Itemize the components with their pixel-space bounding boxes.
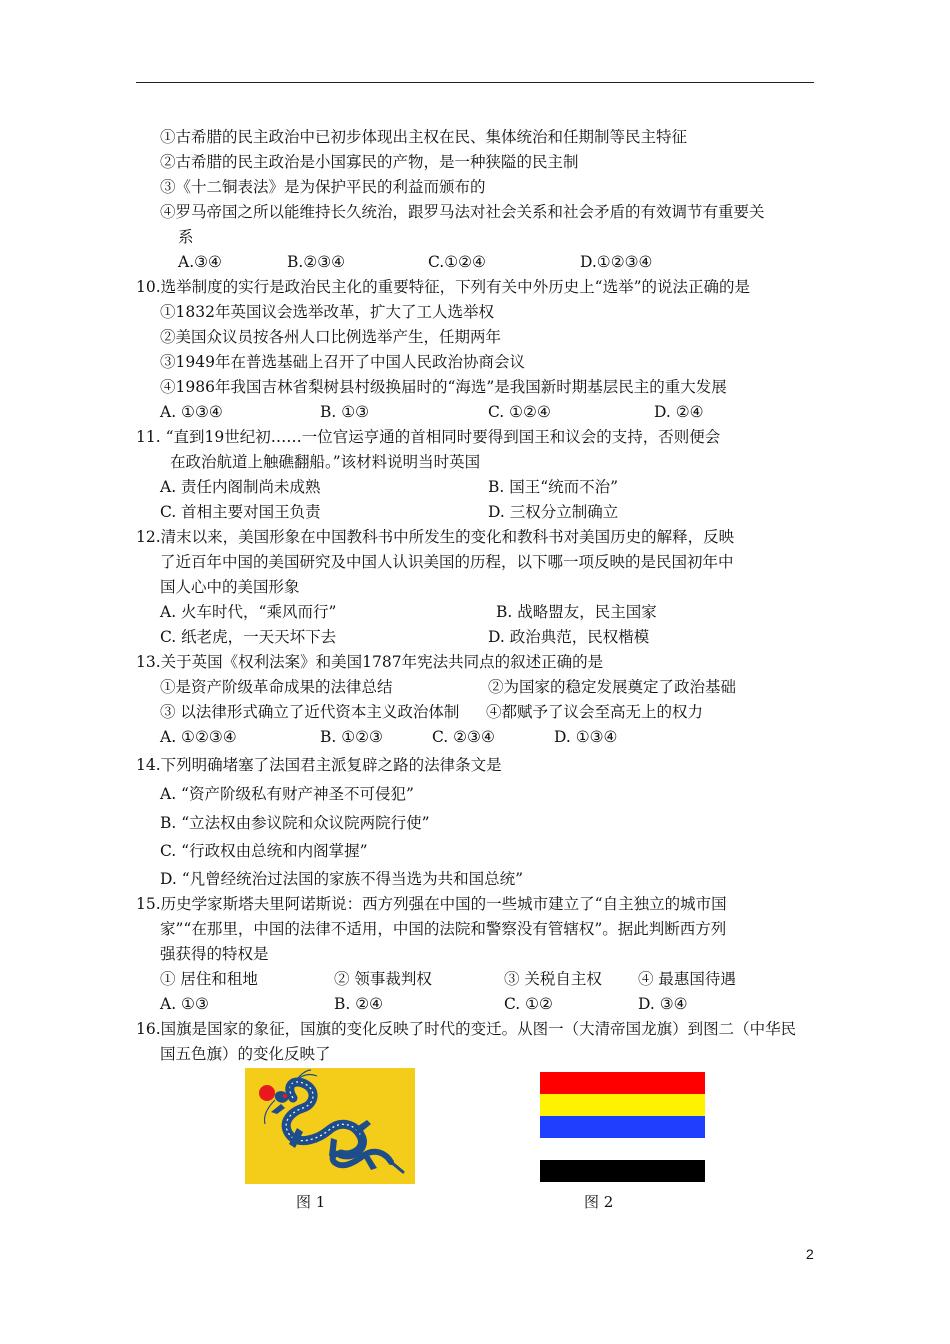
q13-statement-2: ②为国家的稳定发展奠定了政治基础 [488, 678, 737, 696]
figure-1-caption: 图 1 [296, 1193, 326, 1211]
flag-stripe-red [540, 1072, 705, 1094]
q15-option-b[interactable]: B. ②④ [334, 995, 384, 1013]
q15-stem-line-2: 家”“在那里，中国的法律不适用，中国的法院和警察没有管辖权”。据此判断西方列 [160, 920, 727, 938]
q10-option-a[interactable]: A. ①③④ [160, 403, 223, 421]
q12-stem-line-1: 12.清末以来，美国形象在中国教科书中所发生的变化和教科书对美国历史的解释，反映 [136, 528, 735, 546]
q10-statement-3: ③1949年在普选基础上召开了中国人民政治协商会议 [160, 353, 525, 371]
q9-option-c[interactable]: C.①②④ [428, 253, 486, 271]
q12-option-c[interactable]: C. 纸老虎，一天天坏下去 [160, 628, 337, 646]
q13-option-d[interactable]: D. ①③④ [554, 728, 618, 746]
q14-stem: 14.下列明确堵塞了法国君主派复辟之路的法律条文是 [136, 756, 502, 774]
flag-stripe-yellow [540, 1094, 705, 1116]
q14-option-d[interactable]: D. “凡曾经统治过法国的家族不得当选为共和国总统” [160, 870, 524, 888]
page-number: 2 [806, 1246, 814, 1262]
q10-statement-4: ④1986年我国吉林省梨树县村级换届时的“海选”是我国新时期基层民主的重大发展 [160, 378, 727, 396]
q14-option-a[interactable]: A. “资产阶级私有财产神圣不可侵犯” [160, 785, 414, 803]
q11-option-b[interactable]: B. 国王“统而不治” [488, 478, 619, 496]
q10-statement-1: ①1832年英国议会选举改革，扩大了工人选举权 [160, 303, 494, 321]
q9-option-b[interactable]: B.②③④ [287, 253, 346, 271]
q9-statement-4: ④罗马帝国之所以能维持长久统治，跟罗马法对社会关系和社会矛盾的有效调节有重要关 [160, 203, 765, 221]
q10-statement-2: ②美国众议员按各州人口比例选举产生，任期两年 [160, 328, 502, 346]
q13-option-c[interactable]: C. ②③④ [432, 728, 495, 746]
q15-option-c[interactable]: C. ①② [504, 995, 553, 1013]
q14-option-b[interactable]: B. “立法权由参议院和众议院两院行使” [160, 814, 430, 832]
q9-statement-3: ③《十二铜表法》是为保护平民的利益而颁布的 [160, 178, 486, 196]
q12-stem-line-2: 了近百年中国的美国研究及中国人认识美国的历程，以下哪一项反映的是民国初年中 [160, 553, 734, 571]
q12-option-a[interactable]: A. 火车时代，“乘风而行” [160, 603, 337, 621]
q15-statement-3: ③ 关税自主权 [504, 970, 602, 988]
q15-stem-line-1: 15.历史学家斯塔夫里阿诺斯说：西方列强在中国的一些城市建立了“自主独立的城市国 [136, 895, 727, 913]
header-rule [136, 82, 814, 83]
q11-stem-line-2: 在政治航道上触礁翻船。”该材料说明当时英国 [170, 453, 481, 471]
q11-option-c[interactable]: C. 首相主要对国王负责 [160, 503, 321, 521]
flag-stripe-blue [540, 1116, 705, 1138]
q15-statement-2: ② 领事裁判权 [334, 970, 432, 988]
q9-statement-1: ①古希腊的民主政治中已初步体现出主权在民、集体统治和任期制等民主特征 [160, 128, 688, 146]
q13-option-a[interactable]: A. ①②③④ [160, 728, 237, 746]
q15-statement-4: ④ 最惠国待遇 [638, 970, 736, 988]
q14-option-c[interactable]: C. “行政权由总统和内阁掌握” [160, 842, 368, 860]
q15-option-d[interactable]: D. ③④ [638, 995, 688, 1013]
qing-dragon-flag-image [245, 1068, 415, 1184]
q12-stem-line-3: 国人心中的美国形象 [160, 578, 300, 596]
q13-option-b[interactable]: B. ①②③ [320, 728, 383, 746]
q13-stem: 13.关于英国《权利法案》和美国1787年宪法共同点的叙述正确的是 [136, 653, 604, 671]
q11-option-a[interactable]: A. 责任内阁制尚未成熟 [160, 478, 321, 496]
q10-option-c[interactable]: C. ①②④ [488, 403, 551, 421]
q13-statement-4: ④都赋予了议会至高无上的权力 [486, 703, 704, 721]
q10-stem: 10.选举制度的实行是政治民主化的重要特征，下列有关中外历史上“选举”的说法正确的是 [136, 278, 751, 296]
q11-stem-line-1: 11. “直到19世纪初……一位官运亨通的首相同时要得到国王和议会的支持，否则便会 [136, 428, 721, 446]
q15-stem-line-3: 强获得的特权是 [160, 945, 269, 963]
q15-statement-1: ① 居住和租地 [160, 970, 258, 988]
q15-option-a[interactable]: A. ①③ [160, 995, 209, 1013]
figure-2-caption: 图 2 [584, 1193, 614, 1211]
dragon-icon [245, 1068, 415, 1184]
q9-statement-2: ②古希腊的民主政治是小国寡民的产物，是一种狭隘的民主制 [160, 153, 579, 171]
q10-option-b[interactable]: B. ①③ [320, 403, 370, 421]
q9-statement-4-cont: 系 [178, 228, 194, 246]
q13-statement-3: ③ 以法律形式确立了近代资本主义政治体制 [160, 703, 460, 721]
flag-stripe-black [540, 1160, 705, 1182]
red-sun-icon [259, 1085, 275, 1101]
q9-option-d[interactable]: D.①②③④ [580, 253, 653, 271]
q16-stem-line-1: 16.国旗是国家的象征，国旗的变化反映了时代的变迁。从图一（大清帝国龙旗）到图二（中华民 [136, 1020, 797, 1038]
q10-option-d[interactable]: D. ②④ [654, 403, 704, 421]
q12-option-d[interactable]: D. 政治典范，民权楷模 [488, 628, 650, 646]
q13-statement-1: ①是资产阶级革命成果的法律总结 [160, 678, 393, 696]
flag-stripe-white [540, 1138, 705, 1160]
q9-option-a[interactable]: A.③④ [178, 253, 222, 271]
q16-stem-line-2: 国五色旗）的变化反映了 [160, 1045, 331, 1063]
q11-option-d[interactable]: D. 三权分立制确立 [488, 503, 619, 521]
q12-option-b[interactable]: B. 战略盟友，民主国家 [496, 603, 657, 621]
